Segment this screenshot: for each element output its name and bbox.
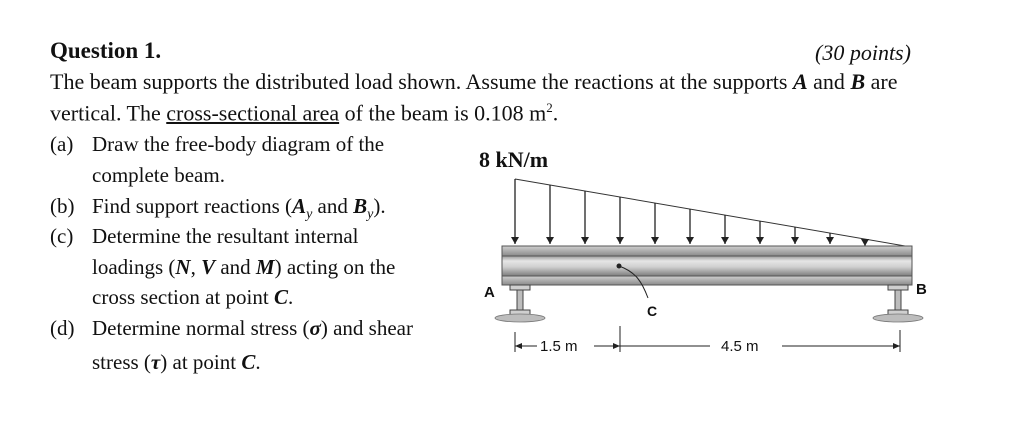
part-a: (a) Draw the free-body diagram of the	[50, 132, 385, 156]
support-b-label: B	[916, 281, 927, 298]
load-envelope-line	[515, 179, 911, 247]
beam	[502, 246, 912, 285]
point-c-label: C	[647, 303, 658, 319]
dimension-2-label: 4.5 m	[721, 338, 759, 355]
part-d: (d) Determine normal stress (σ) and shear	[50, 316, 413, 340]
load-intensity-label: 8 kN/m	[479, 147, 549, 172]
beam-diagram	[470, 140, 950, 380]
part-b: (b) Find support reactions ($A_y$ and $B_y$).	[50, 194, 386, 223]
part-d-line-2: stress (τ) at point C.	[92, 350, 261, 374]
part-a-line-2: complete beam.	[92, 163, 225, 187]
part-c: (c) Determine the resultant internal	[50, 224, 359, 248]
dimension-1-label: 1.5 m	[540, 338, 578, 355]
question-title: Question 1.	[50, 38, 162, 63]
support-a	[495, 285, 545, 322]
problem-statement-line-2: vertical. The cross-sectional area of the beam is 0.108 $m^2$.	[50, 100, 559, 126]
points-label: (30 points)	[815, 40, 911, 65]
part-c-line-2: loadings (N, V and M) acting on the	[92, 255, 396, 279]
distributed-load-arrows	[515, 179, 865, 246]
cross-sectional-area-link[interactable]: cross-sectional area	[166, 100, 340, 126]
part-c-line-3: cross section at point C.	[92, 285, 294, 309]
problem-statement-line-1: The beam supports the distributed load shown. Assume the reactions at the supports A and B are	[50, 69, 898, 94]
support-a-label: A	[484, 284, 495, 301]
